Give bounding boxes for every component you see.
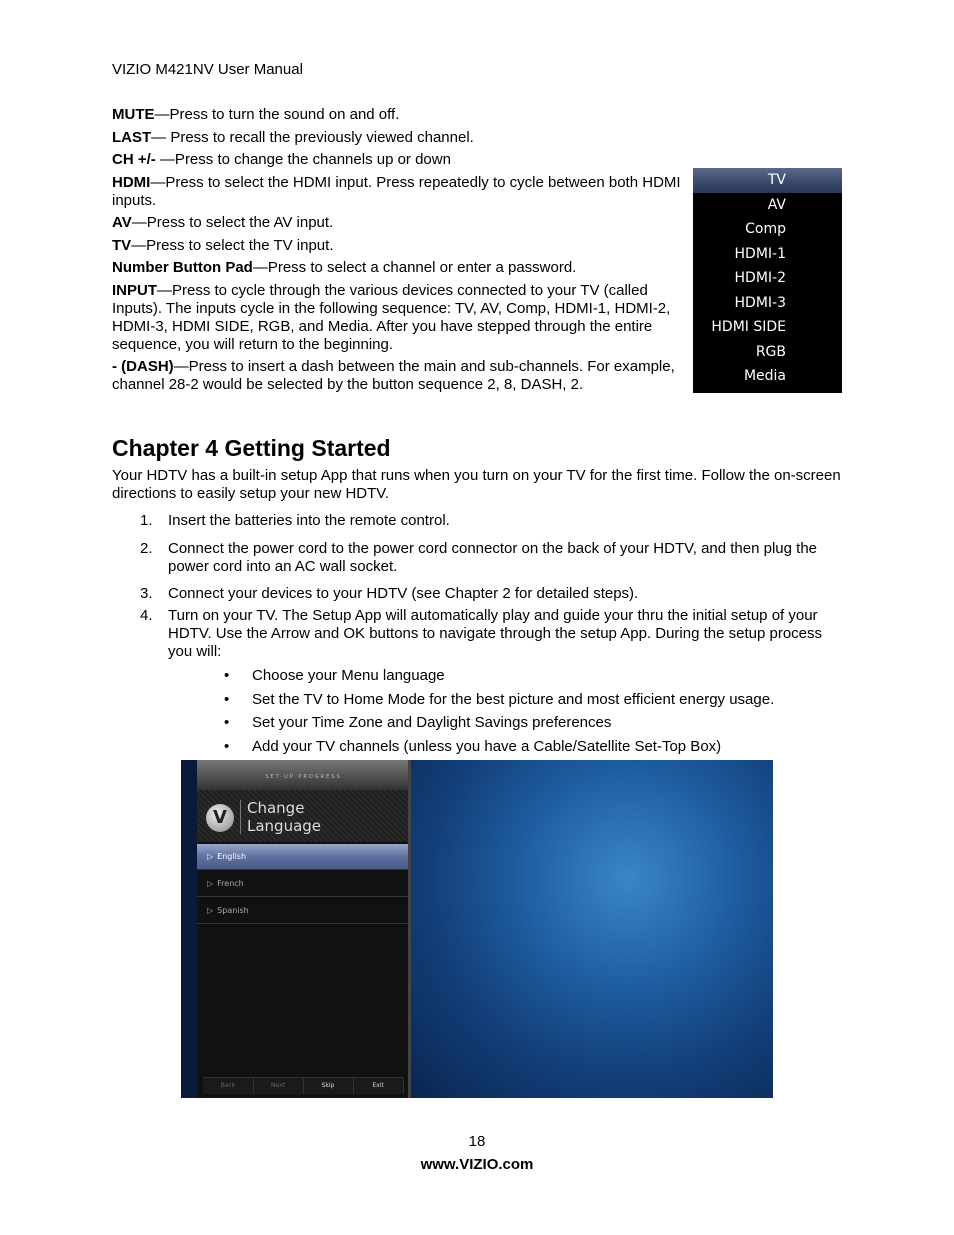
desc-text: —Press to change the channels up or down bbox=[155, 151, 451, 168]
term-last: LAST bbox=[112, 129, 152, 146]
option-label: Spanish bbox=[217, 906, 249, 915]
bullet-text: Add your TV channels (unless you have a Cable/Satellite Set-Top Box) bbox=[252, 738, 722, 755]
step-number: 2. bbox=[140, 540, 153, 557]
page-number: 18 bbox=[468, 1133, 486, 1150]
vizio-logo-icon: V bbox=[206, 804, 234, 832]
chapter-title: Chapter 4 Getting Started bbox=[112, 435, 391, 461]
option-label: English bbox=[217, 852, 247, 861]
arrow-icon: ▷ bbox=[207, 852, 214, 861]
input-item-comp: Comp bbox=[745, 221, 786, 237]
step-number: 3. bbox=[140, 585, 153, 602]
bullet-text: Choose your Menu language bbox=[252, 667, 445, 684]
skip-button[interactable]: Skip bbox=[303, 1078, 354, 1094]
mute-description bbox=[112, 106, 682, 124]
desc-text: —Press to turn the sound on and off. bbox=[154, 106, 400, 123]
panel-separator bbox=[408, 760, 411, 1098]
dash-description bbox=[112, 358, 682, 394]
term-hdmi: HDMI bbox=[112, 174, 151, 191]
bullet-text: Set your Time Zone and Daylight Savings preferences bbox=[252, 714, 612, 731]
ch-description bbox=[112, 151, 682, 169]
term-dash: - (DASH) bbox=[112, 358, 174, 375]
setup-nav-bar bbox=[203, 1077, 403, 1094]
input-description bbox=[112, 282, 682, 354]
arrow-icon: ▷ bbox=[207, 879, 214, 888]
bullet-text: Set the TV to Home Mode for the best picture and most efficient energy usage. bbox=[252, 691, 775, 708]
input-item-media: Media bbox=[743, 368, 786, 384]
desc-text: —Press to select the HDMI input. Press repeatedly to cycle between both HDMI inputs. bbox=[112, 174, 681, 209]
step-text: Connect your devices to your HDTV (see Chapter 2 for detailed steps). bbox=[168, 585, 639, 602]
term-input: INPUT bbox=[112, 282, 157, 299]
desc-text: —Press to insert a dash between the main and sub-channels. For example, channel 28-2 would be selected by the button sequence 2, 8, DASH, 2. bbox=[112, 358, 675, 393]
option-label: French bbox=[217, 879, 244, 888]
term-mute: MUTE bbox=[112, 106, 155, 123]
exit-button[interactable]: Exit bbox=[353, 1078, 404, 1094]
term-number-pad: Number Button Pad bbox=[112, 259, 253, 276]
language-option-french[interactable] bbox=[197, 871, 410, 897]
input-item-hdmi-side: HDMI SIDE bbox=[711, 319, 786, 335]
input-item-hdmi-1: HDMI-1 bbox=[734, 245, 786, 262]
input-item-av: AV bbox=[767, 196, 786, 213]
bullet-icon: • bbox=[224, 667, 230, 684]
input-list-panel bbox=[693, 168, 842, 393]
setup-app-screenshot bbox=[181, 760, 773, 1098]
input-item-hdmi-3: HDMI-3 bbox=[734, 294, 786, 311]
term-tv: TV bbox=[112, 237, 132, 254]
desc-text: —Press to cycle through the various devices connected to your TV (called Inputs). The inputs cycle in the following sequence: TV, AV, Comp, HDMI-1, HDMI-2, HDMI-3, HDMI SIDE, RGB, and Media. After you have stepped through the entire sequence, you will return to the beginning. bbox=[112, 282, 671, 353]
back-button[interactable]: Back bbox=[203, 1078, 254, 1094]
progress-label: SET-UP PROGRESS bbox=[265, 774, 342, 780]
setup-header bbox=[197, 790, 410, 842]
tv-description bbox=[112, 237, 682, 255]
language-option-spanish[interactable] bbox=[197, 898, 410, 924]
arrow-icon: ▷ bbox=[207, 906, 214, 915]
bullet-icon: • bbox=[224, 691, 230, 708]
input-item-hdmi-2: HDMI-2 bbox=[734, 270, 786, 286]
header-divider bbox=[240, 800, 241, 834]
desc-text: —Press to select the TV input. bbox=[131, 237, 334, 254]
step-number: 1. bbox=[140, 512, 153, 529]
setup-title bbox=[247, 799, 321, 835]
av-description bbox=[112, 214, 682, 232]
last-description bbox=[112, 129, 682, 147]
input-item-rgb: RGB bbox=[755, 343, 786, 360]
document-header: VIZIO M421NV User Manual bbox=[112, 61, 303, 78]
next-button[interactable]: Next bbox=[253, 1078, 304, 1094]
progress-bar bbox=[197, 760, 410, 790]
term-ch: CH +/- bbox=[112, 151, 156, 168]
desc-text: —Press to select a channel or enter a password. bbox=[252, 259, 577, 276]
term-av: AV bbox=[112, 214, 132, 231]
footer-url: www.VIZIO.com bbox=[420, 1156, 534, 1173]
title-line: Language bbox=[247, 817, 322, 835]
hdmi-description bbox=[112, 174, 682, 210]
setup-left-panel bbox=[197, 760, 410, 1098]
desc-text: — Press to recall the previously viewed channel. bbox=[151, 129, 474, 146]
language-option-english[interactable] bbox=[197, 844, 410, 870]
step-number: 4. bbox=[140, 607, 153, 624]
title-line: Change bbox=[247, 799, 305, 817]
step-text: Turn on your TV. The Setup App will automatically play and guide your thru the initial setup of your HDTV. Use the Arrow and OK buttons to navigate through the setup App. During the setup process you will: bbox=[168, 607, 823, 660]
step-text: Connect the power cord to the power cord connector on the back of your HDTV, and then plug the power cord into an AC wall socket. bbox=[168, 540, 818, 575]
step-text: Insert the batteries into the remote control. bbox=[168, 512, 450, 529]
chapter-intro: Your HDTV has a built-in setup App that runs when you turn on your TV for the first time. Follow the on-screen directions to easily setup your new HDTV. bbox=[112, 467, 841, 502]
input-item-tv: TV bbox=[693, 168, 842, 193]
number-pad-description bbox=[112, 259, 682, 277]
desc-text: —Press to select the AV input. bbox=[131, 214, 334, 231]
bullet-icon: • bbox=[224, 738, 230, 755]
bullet-icon: • bbox=[224, 714, 230, 731]
blue-background bbox=[410, 760, 773, 1098]
